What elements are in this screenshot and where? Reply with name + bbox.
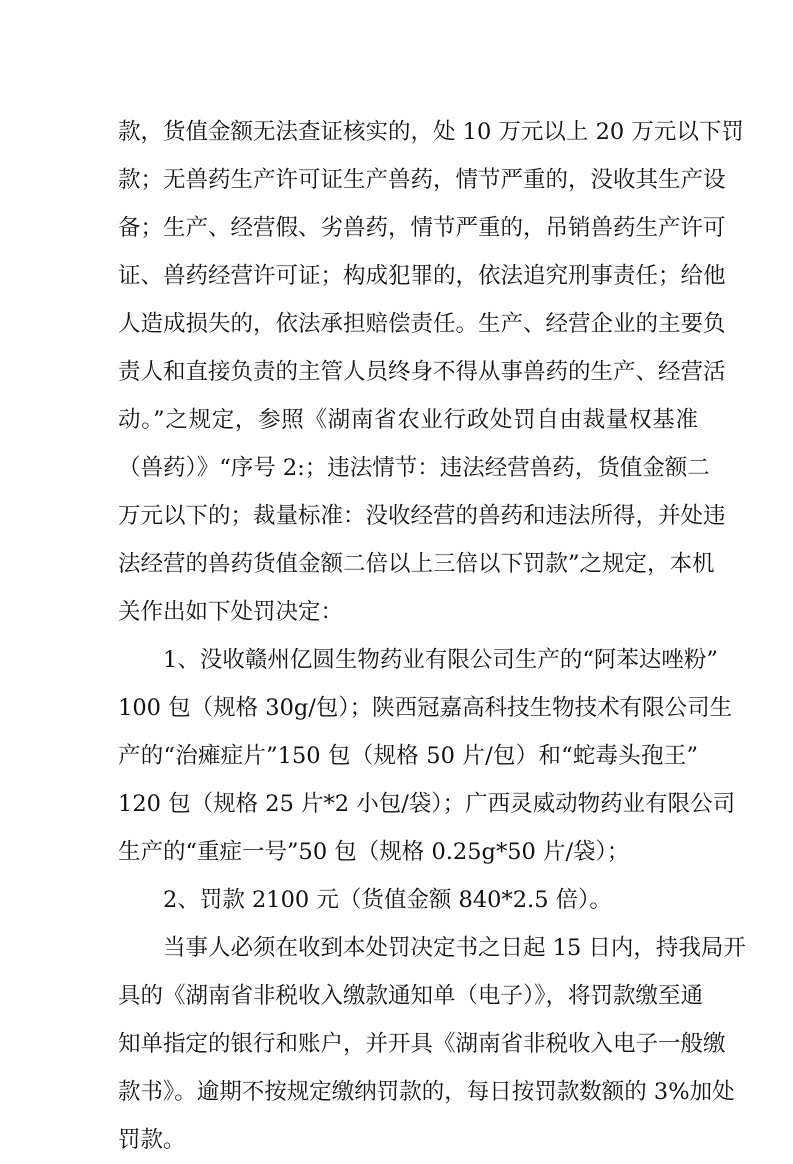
- text-line: 法经营的兽药货值金额二倍以上三倍以下罚款”之规定，本机: [118, 551, 715, 577]
- text-line: 证、兽药经营许可证；构成犯罪的，依法追究刑事责任；给他: [118, 263, 726, 289]
- text-line: 生产的“重症一号”50 包（规格 0.25g*50 片/袋）；: [118, 839, 630, 865]
- text-line: 知单指定的银行和账户，并开具《湖南省非税收入电子一般缴: [118, 1031, 726, 1057]
- text-line: 款，货值金额无法查证核实的，处 10 万元以上 20 万元以下罚: [118, 119, 744, 145]
- text-line: 100 包（规格 30g/包）；陕西冠嘉高科技生物技术有限公司生: [118, 695, 733, 721]
- text-line: 罚款。: [118, 1127, 186, 1153]
- text-line: 万元以下的；裁量标准：没收经营的兽药和违法所得，并处违: [118, 503, 726, 529]
- document-body: [118, 108, 746, 1164]
- text-line: 具的《湖南省非税收入缴款通知单（电子）》，将罚款缴至通: [118, 983, 704, 1009]
- text-line: 动。”之规定，参照《湖南省农业行政处罚自由裁量权基准: [118, 407, 698, 433]
- text-line: 备；生产、经营假、劣兽药，情节严重的，吊销兽药生产许可: [118, 215, 726, 241]
- text-line: 款；无兽药生产许可证生产兽药，情节严重的，没收其生产设: [118, 167, 726, 193]
- text-line: 120 包（规格 25 片*2 小包/袋）；广西灵威动物药业有限公司: [118, 791, 736, 817]
- payment-paragraph: 当事人必须在收到本处罚决定书之日起 15 日内，持我局开: [163, 935, 746, 961]
- text-line: 关作出如下处罚决定：: [118, 599, 344, 625]
- text-line: 产的“治瘫症片”150 包（规格 50 片/包）和“蛇毒头孢王”: [118, 743, 698, 769]
- decision-item-2: 2、罚款 2100 元（货值金额 840*2.5 倍）。: [163, 887, 612, 913]
- decision-item-1: 1、没收赣州亿圆生物药业有限公司生产的“阿苯达唑粉”: [163, 647, 718, 673]
- text-line: （兽药）》“序号 2:；违法情节：违法经营兽药，货值金额二: [118, 455, 710, 481]
- text-line: 责人和直接负责的主管人员终身不得从事兽药的生产、经营活: [118, 359, 726, 385]
- text-line: 款书》。逾期不按规定缴纳罚款的，每日按罚款数额的 3%加处: [118, 1079, 735, 1105]
- text-line: 人造成损失的，依法承担赔偿责任。生产、经营企业的主要负: [118, 311, 726, 337]
